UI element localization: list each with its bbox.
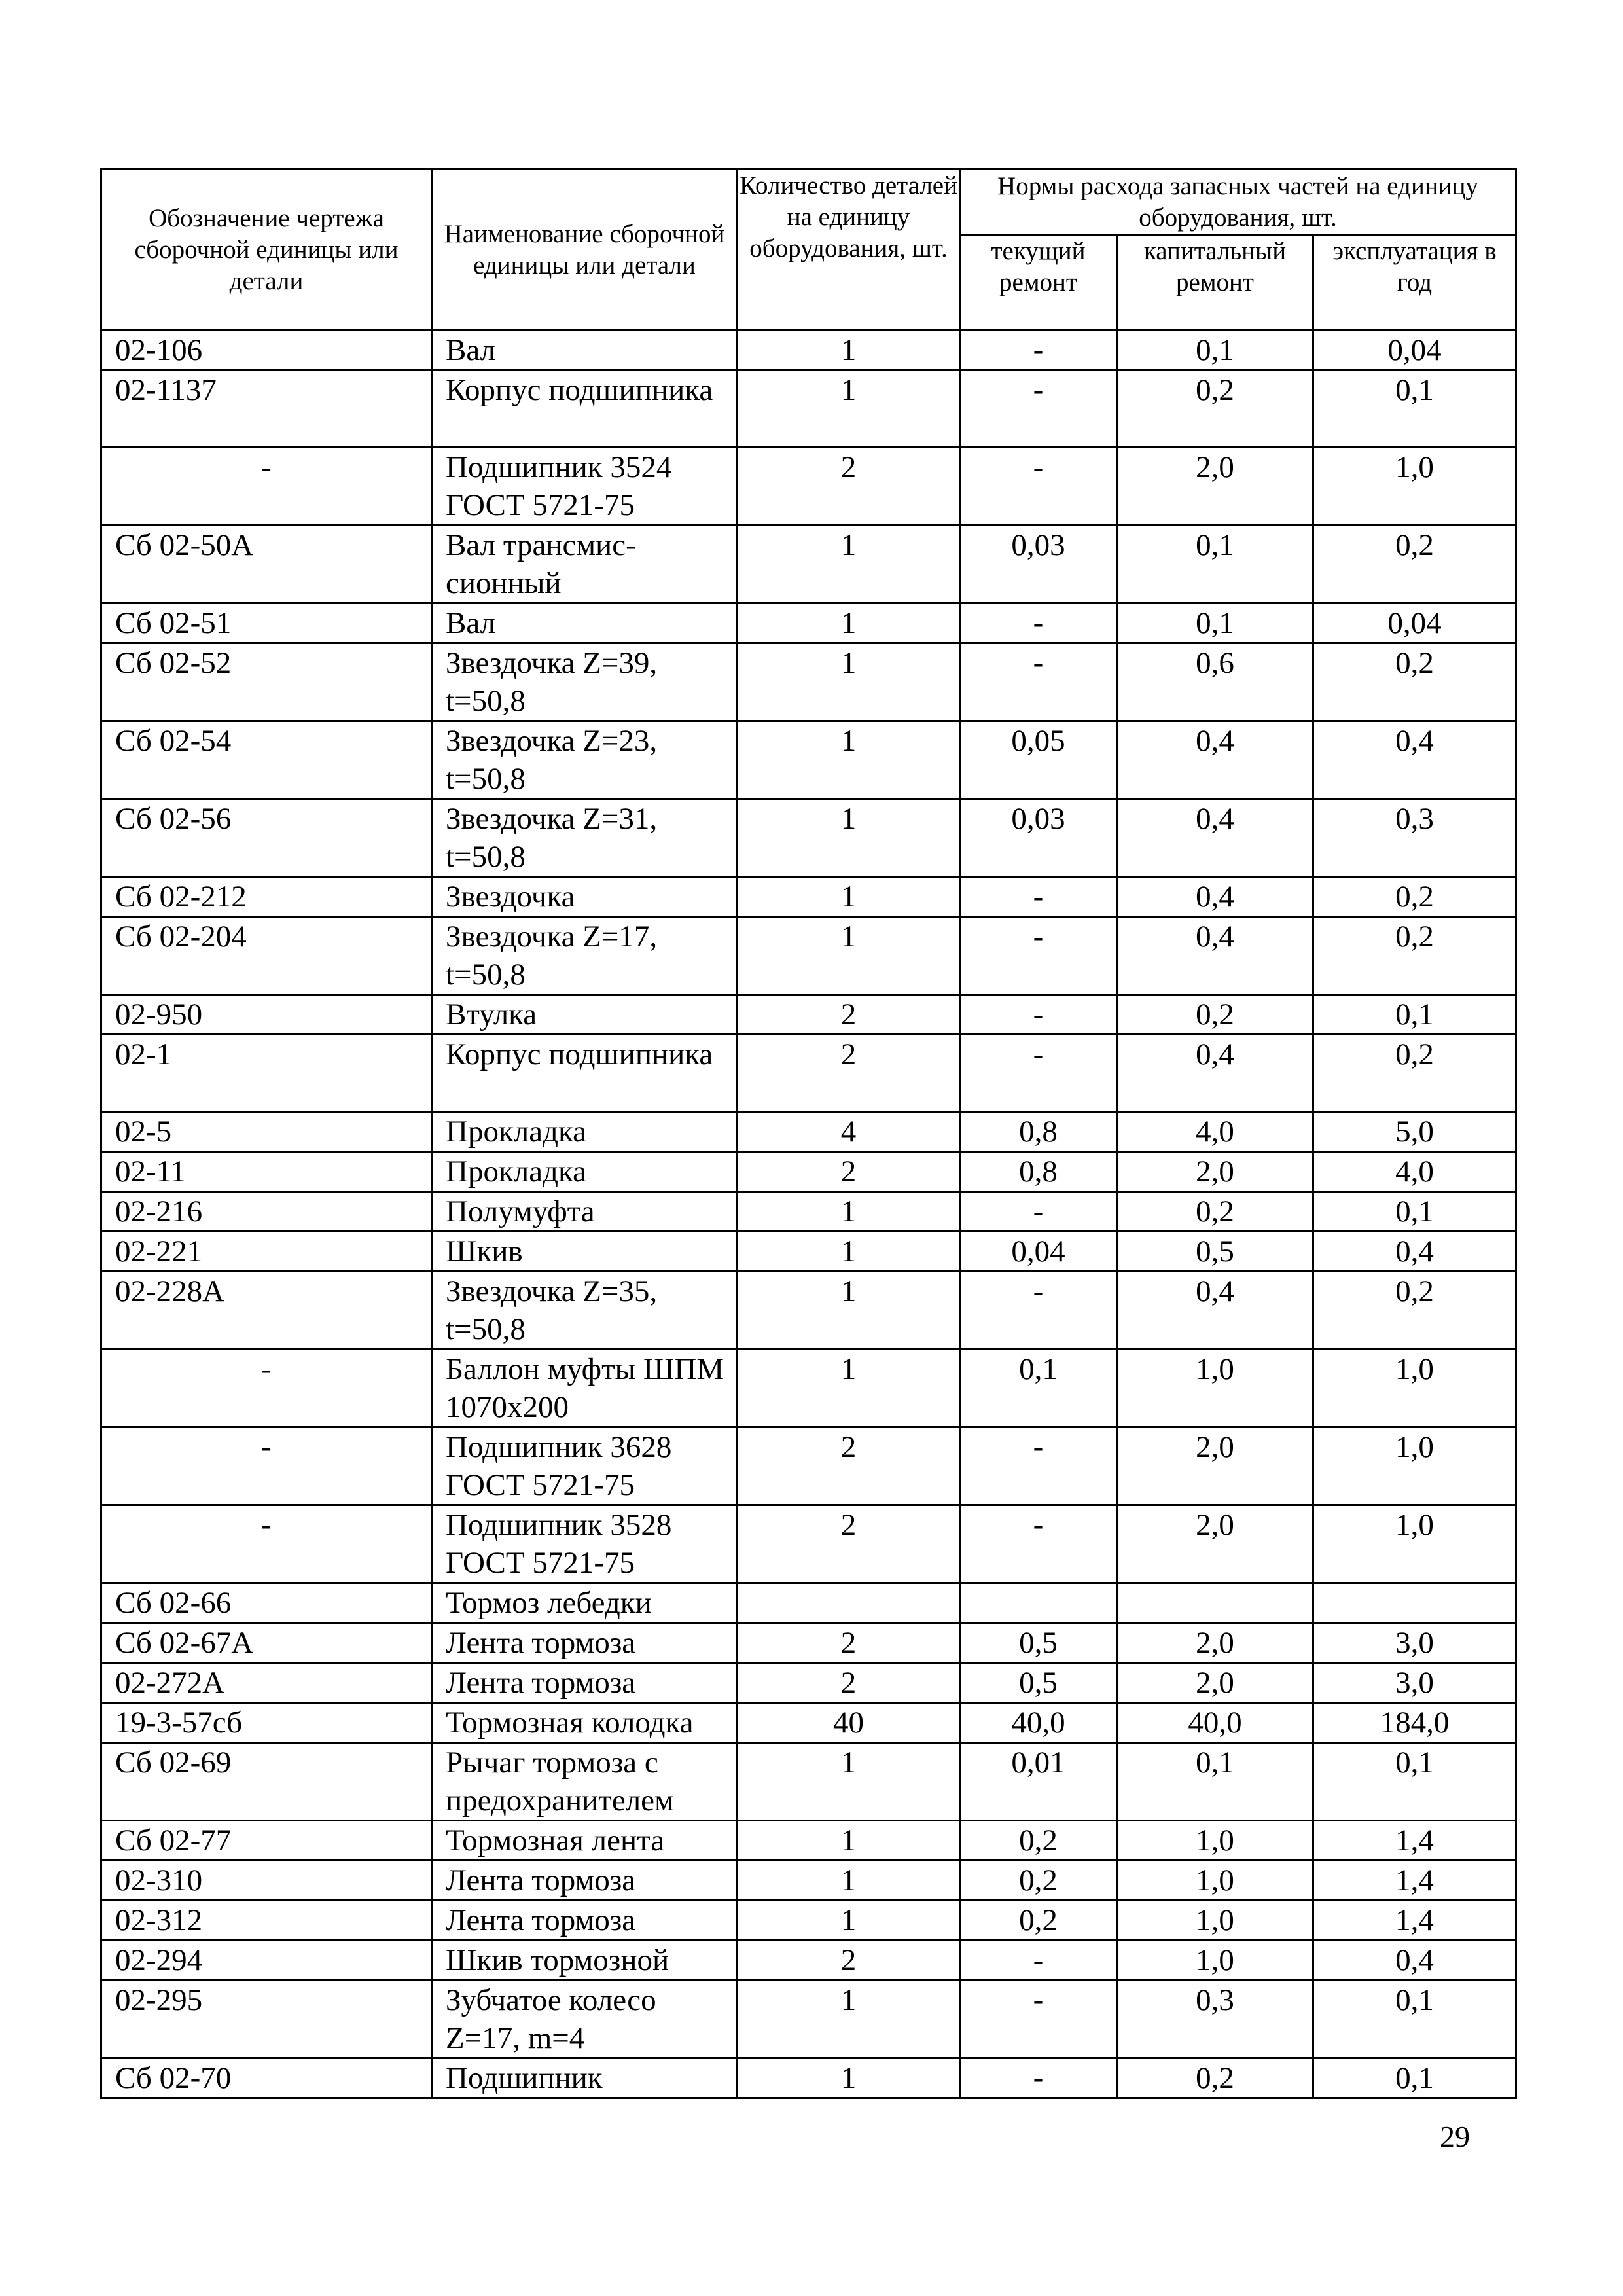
cell-operation-per-year: 184,0 <box>1313 1703 1516 1743</box>
table-row <box>101 1152 1516 1192</box>
table-row <box>101 721 1516 799</box>
cell-designation: 02-106 <box>101 331 432 370</box>
cell-quantity: 4 <box>738 1112 960 1152</box>
table-row <box>101 1901 1516 1941</box>
cell-quantity: 1 <box>738 1981 960 2058</box>
cell-designation: Сб 02-77 <box>101 1821 432 1861</box>
cell-name: Лента тормоза <box>432 1861 738 1901</box>
cell-designation: 02-1 <box>101 1035 432 1112</box>
cell-operation-per-year: 0,2 <box>1313 877 1516 917</box>
cell-name: Прокладка <box>432 1112 738 1152</box>
cell-designation: Сб 02-56 <box>101 799 432 877</box>
cell-current-repair: - <box>960 643 1117 721</box>
cell-designation: Сб 02-67А <box>101 1623 432 1663</box>
header-current-repair: текущий ремонт <box>960 235 1117 331</box>
cell-capital-repair: 0,1 <box>1117 526 1313 603</box>
cell-name: Баллон муфты ШПМ 1070х200 <box>432 1350 738 1427</box>
cell-quantity: 1 <box>738 1821 960 1861</box>
table-body <box>101 331 1516 2098</box>
table-row <box>101 1743 1516 1821</box>
cell-quantity: 2 <box>738 1427 960 1505</box>
cell-current-repair: - <box>960 1035 1117 1112</box>
cell-operation-per-year: 0,4 <box>1313 1232 1516 1272</box>
cell-operation-per-year: 1,0 <box>1313 448 1516 526</box>
table-row <box>101 526 1516 603</box>
cell-name: Вал трансмис-сионный <box>432 526 738 603</box>
cell-designation: 02-1137 <box>101 370 432 448</box>
cell-current-repair <box>960 1583 1117 1623</box>
cell-name: Шкив тормозной <box>432 1941 738 1981</box>
cell-name: Звездочка Z=23, t=50,8 <box>432 721 738 799</box>
table-row <box>101 643 1516 721</box>
table-row <box>101 1861 1516 1901</box>
cell-designation: 02-221 <box>101 1232 432 1272</box>
cell-capital-repair: 2,0 <box>1117 1505 1313 1583</box>
cell-designation: Сб 02-54 <box>101 721 432 799</box>
cell-name: Полумуфта <box>432 1192 738 1232</box>
cell-name: Звездочка Z=31, t=50,8 <box>432 799 738 877</box>
cell-name: Вал <box>432 331 738 370</box>
cell-designation: - <box>101 1505 432 1583</box>
cell-name: Подшипник <box>432 2058 738 2098</box>
table-row <box>101 1505 1516 1583</box>
cell-quantity <box>738 1583 960 1623</box>
cell-designation: Сб 02-66 <box>101 1583 432 1623</box>
cell-designation: 02-295 <box>101 1981 432 2058</box>
cell-capital-repair: 0,2 <box>1117 370 1313 448</box>
cell-quantity: 1 <box>738 331 960 370</box>
cell-quantity: 1 <box>738 1350 960 1427</box>
cell-operation-per-year: 4,0 <box>1313 1152 1516 1192</box>
cell-designation: - <box>101 1427 432 1505</box>
cell-capital-repair: 1,0 <box>1117 1821 1313 1861</box>
cell-quantity: 1 <box>738 877 960 917</box>
cell-name: Прокладка <box>432 1152 738 1192</box>
cell-capital-repair: 1,0 <box>1117 1861 1313 1901</box>
cell-designation: Сб 02-50А <box>101 526 432 603</box>
table-row <box>101 1583 1516 1623</box>
cell-capital-repair: 0,4 <box>1117 1035 1313 1112</box>
cell-current-repair: 40,0 <box>960 1703 1117 1743</box>
table-row <box>101 1623 1516 1663</box>
cell-operation-per-year: 1,0 <box>1313 1427 1516 1505</box>
table-row <box>101 877 1516 917</box>
cell-name: Звездочка <box>432 877 738 917</box>
table-row <box>101 1941 1516 1981</box>
cell-capital-repair: 0,1 <box>1117 603 1313 643</box>
cell-current-repair: 0,2 <box>960 1821 1117 1861</box>
cell-designation: 02-312 <box>101 1901 432 1941</box>
cell-capital-repair: 0,4 <box>1117 917 1313 995</box>
table-row <box>101 1663 1516 1703</box>
cell-current-repair: - <box>960 1272 1117 1350</box>
cell-operation-per-year: 0,04 <box>1313 331 1516 370</box>
cell-name: Корпус подшипника <box>432 1035 738 1112</box>
cell-current-repair: 0,01 <box>960 1743 1117 1821</box>
cell-operation-per-year: 5,0 <box>1313 1112 1516 1152</box>
cell-designation: Сб 02-70 <box>101 2058 432 2098</box>
cell-designation: 02-11 <box>101 1152 432 1192</box>
cell-designation: 02-5 <box>101 1112 432 1152</box>
cell-name: Лента тормоза <box>432 1623 738 1663</box>
cell-operation-per-year: 1,4 <box>1313 1821 1516 1861</box>
cell-current-repair: - <box>960 603 1117 643</box>
cell-designation: 02-310 <box>101 1861 432 1901</box>
cell-current-repair: 0,03 <box>960 526 1117 603</box>
cell-capital-repair: 0,4 <box>1117 721 1313 799</box>
cell-operation-per-year: 0,1 <box>1313 2058 1516 2098</box>
cell-current-repair: 0,1 <box>960 1350 1117 1427</box>
cell-capital-repair: 4,0 <box>1117 1112 1313 1152</box>
cell-current-repair: 0,5 <box>960 1663 1117 1703</box>
cell-name: Подшипник 3524 ГОСТ 5721-75 <box>432 448 738 526</box>
cell-quantity: 2 <box>738 1941 960 1981</box>
cell-quantity: 1 <box>738 1901 960 1941</box>
cell-name: Вал <box>432 603 738 643</box>
spare-parts-table <box>100 168 1517 2099</box>
cell-current-repair: - <box>960 1192 1117 1232</box>
cell-capital-repair: 0,2 <box>1117 1192 1313 1232</box>
cell-designation: Сб 02-51 <box>101 603 432 643</box>
cell-name: Звездочка Z=35, t=50,8 <box>432 1272 738 1350</box>
cell-current-repair: - <box>960 1941 1117 1981</box>
table-row <box>101 2058 1516 2098</box>
cell-designation: 02-228А <box>101 1272 432 1350</box>
table-row <box>101 799 1516 877</box>
cell-current-repair: - <box>960 995 1117 1035</box>
cell-operation-per-year: 0,1 <box>1313 1192 1516 1232</box>
cell-capital-repair: 0,4 <box>1117 1272 1313 1350</box>
cell-capital-repair: 0,1 <box>1117 1743 1313 1821</box>
table-row <box>101 1821 1516 1861</box>
header-norms-group: Нормы расхода запасных частей на единицу оборудования, шт. <box>960 170 1516 235</box>
cell-operation-per-year: 1,4 <box>1313 1861 1516 1901</box>
cell-capital-repair: 2,0 <box>1117 448 1313 526</box>
cell-name: Лента тормоза <box>432 1663 738 1703</box>
cell-operation-per-year: 1,4 <box>1313 1901 1516 1941</box>
cell-name: Звездочка Z=17, t=50,8 <box>432 917 738 995</box>
cell-name: Лента тормоза <box>432 1901 738 1941</box>
cell-name: Звездочка Z=39, t=50,8 <box>432 643 738 721</box>
cell-capital-repair: 0,1 <box>1117 331 1313 370</box>
table-row <box>101 1272 1516 1350</box>
cell-name: Втулка <box>432 995 738 1035</box>
cell-designation: Сб 02-204 <box>101 917 432 995</box>
cell-name: Подшипник 3528 ГОСТ 5721-75 <box>432 1505 738 1583</box>
cell-quantity: 1 <box>738 917 960 995</box>
cell-current-repair: - <box>960 448 1117 526</box>
cell-capital-repair: 0,6 <box>1117 643 1313 721</box>
cell-current-repair: 0,8 <box>960 1112 1117 1152</box>
table-row <box>101 917 1516 995</box>
cell-current-repair: - <box>960 331 1117 370</box>
cell-capital-repair: 2,0 <box>1117 1427 1313 1505</box>
cell-name: Шкив <box>432 1232 738 1272</box>
cell-capital-repair: 40,0 <box>1117 1703 1313 1743</box>
cell-operation-per-year: 1,0 <box>1313 1505 1516 1583</box>
cell-current-repair: - <box>960 1427 1117 1505</box>
cell-designation: Сб 02-212 <box>101 877 432 917</box>
cell-capital-repair: 0,4 <box>1117 799 1313 877</box>
cell-quantity: 2 <box>738 448 960 526</box>
cell-quantity: 1 <box>738 1192 960 1232</box>
table-row <box>101 1112 1516 1152</box>
cell-operation-per-year: 0,2 <box>1313 643 1516 721</box>
cell-capital-repair <box>1117 1583 1313 1623</box>
cell-operation-per-year: 0,4 <box>1313 721 1516 799</box>
cell-quantity: 1 <box>738 603 960 643</box>
cell-quantity: 40 <box>738 1703 960 1743</box>
cell-quantity: 1 <box>738 1743 960 1821</box>
cell-designation: Сб 02-69 <box>101 1743 432 1821</box>
cell-operation-per-year: 0,2 <box>1313 917 1516 995</box>
header-capital-repair: капитальный ремонт <box>1117 235 1313 331</box>
cell-designation: 02-294 <box>101 1941 432 1981</box>
table-row <box>101 1192 1516 1232</box>
cell-operation-per-year: 0,1 <box>1313 1981 1516 2058</box>
table-row <box>101 1427 1516 1505</box>
header-name: Наименование сборочной единицы или детали <box>432 170 738 331</box>
header-designation: Обозначение чертежа сборочной единицы или детали <box>101 170 432 331</box>
cell-name: Тормоз лебедки <box>432 1583 738 1623</box>
page-number: 29 <box>1440 2120 1470 2153</box>
cell-current-repair: 0,5 <box>960 1623 1117 1663</box>
cell-current-repair: - <box>960 1981 1117 2058</box>
cell-operation-per-year: 0,1 <box>1313 1743 1516 1821</box>
cell-capital-repair: 1,0 <box>1117 1350 1313 1427</box>
table-row <box>101 1703 1516 1743</box>
header-quantity: Количество деталей на единицу оборудования, шт. <box>738 170 960 331</box>
cell-name: Зубчатое колесо Z=17, m=4 <box>432 1981 738 2058</box>
cell-current-repair: 0,03 <box>960 799 1117 877</box>
cell-quantity: 1 <box>738 1861 960 1901</box>
cell-name: Корпус подшипника <box>432 370 738 448</box>
table-row <box>101 1350 1516 1427</box>
cell-current-repair: 0,2 <box>960 1861 1117 1901</box>
cell-capital-repair: 0,4 <box>1117 877 1313 917</box>
cell-current-repair: 0,04 <box>960 1232 1117 1272</box>
cell-quantity: 2 <box>738 1152 960 1192</box>
table-row <box>101 1981 1516 2058</box>
cell-capital-repair: 0,3 <box>1117 1981 1313 2058</box>
cell-designation: 02-272А <box>101 1663 432 1703</box>
cell-operation-per-year: 0,2 <box>1313 526 1516 603</box>
cell-name: Тормозная колодка <box>432 1703 738 1743</box>
cell-operation-per-year: 0,2 <box>1313 1035 1516 1112</box>
cell-designation: Сб 02-52 <box>101 643 432 721</box>
cell-capital-repair: 2,0 <box>1117 1663 1313 1703</box>
cell-quantity: 1 <box>738 526 960 603</box>
table-row <box>101 1232 1516 1272</box>
table-row <box>101 370 1516 448</box>
cell-operation-per-year: 3,0 <box>1313 1663 1516 1703</box>
cell-quantity: 2 <box>738 1035 960 1112</box>
cell-quantity: 1 <box>738 1232 960 1272</box>
cell-operation-per-year: 0,4 <box>1313 1941 1516 1981</box>
cell-operation-per-year <box>1313 1583 1516 1623</box>
cell-designation: 02-950 <box>101 995 432 1035</box>
cell-quantity: 1 <box>738 2058 960 2098</box>
cell-current-repair: 0,2 <box>960 1901 1117 1941</box>
cell-name: Подшипник 3628 ГОСТ 5721-75 <box>432 1427 738 1505</box>
cell-designation: - <box>101 1350 432 1427</box>
cell-current-repair: - <box>960 917 1117 995</box>
header-operation-per-year: эксплуатация в год <box>1313 235 1516 331</box>
cell-operation-per-year: 0,1 <box>1313 370 1516 448</box>
cell-current-repair: 0,8 <box>960 1152 1117 1192</box>
cell-capital-repair: 1,0 <box>1117 1941 1313 1981</box>
cell-quantity: 1 <box>738 721 960 799</box>
table-row <box>101 331 1516 370</box>
cell-operation-per-year: 0,2 <box>1313 1272 1516 1350</box>
cell-quantity: 1 <box>738 1272 960 1350</box>
cell-quantity: 2 <box>738 1505 960 1583</box>
table-row <box>101 448 1516 526</box>
cell-name: Рычаг тормоза с предохранителем <box>432 1743 738 1821</box>
cell-current-repair: - <box>960 370 1117 448</box>
cell-quantity: 2 <box>738 1663 960 1703</box>
cell-quantity: 1 <box>738 643 960 721</box>
cell-capital-repair: 0,2 <box>1117 995 1313 1035</box>
cell-designation: - <box>101 448 432 526</box>
cell-operation-per-year: 3,0 <box>1313 1623 1516 1663</box>
cell-capital-repair: 0,5 <box>1117 1232 1313 1272</box>
cell-name: Тормозная лента <box>432 1821 738 1861</box>
cell-operation-per-year: 0,04 <box>1313 603 1516 643</box>
cell-designation: 02-216 <box>101 1192 432 1232</box>
cell-quantity: 2 <box>738 995 960 1035</box>
cell-operation-per-year: 1,0 <box>1313 1350 1516 1427</box>
cell-capital-repair: 1,0 <box>1117 1901 1313 1941</box>
cell-operation-per-year: 0,1 <box>1313 995 1516 1035</box>
cell-current-repair: - <box>960 2058 1117 2098</box>
table-row <box>101 1035 1516 1112</box>
cell-quantity: 1 <box>738 370 960 448</box>
cell-quantity: 1 <box>738 799 960 877</box>
cell-current-repair: - <box>960 877 1117 917</box>
cell-designation: 19-3-57сб <box>101 1703 432 1743</box>
cell-capital-repair: 2,0 <box>1117 1623 1313 1663</box>
cell-current-repair: - <box>960 1505 1117 1583</box>
table-row <box>101 995 1516 1035</box>
cell-operation-per-year: 0,3 <box>1313 799 1516 877</box>
table-row <box>101 603 1516 643</box>
cell-quantity: 2 <box>738 1623 960 1663</box>
cell-capital-repair: 2,0 <box>1117 1152 1313 1192</box>
cell-capital-repair: 0,2 <box>1117 2058 1313 2098</box>
cell-current-repair: 0,05 <box>960 721 1117 799</box>
